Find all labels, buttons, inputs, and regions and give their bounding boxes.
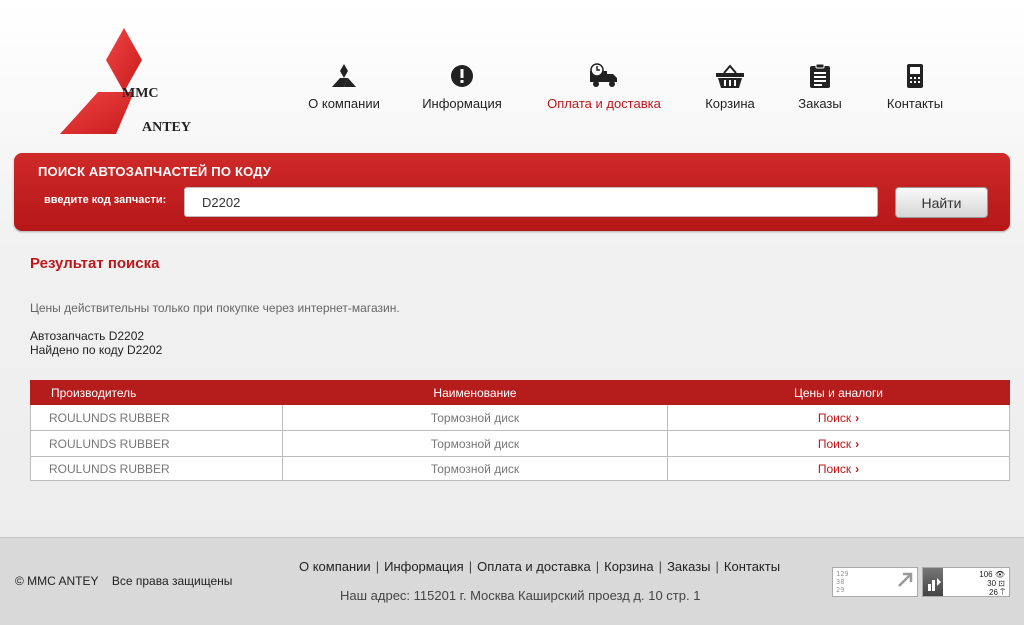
footer-link-company[interactable]: О компании — [299, 559, 371, 574]
nav-item-company[interactable] — [307, 60, 381, 111]
copyright — [15, 574, 242, 588]
footer — [0, 537, 1024, 625]
cell-name: Тормозной диск — [283, 405, 668, 431]
eye-icon: 👁 — [994, 570, 1005, 579]
mitsubishi-icon — [331, 63, 357, 89]
nav-label: Оплата и доставка — [547, 96, 661, 111]
counter-value: 26 — [989, 588, 998, 597]
copyright-text: © MMC ANTEY — [15, 574, 99, 588]
counter-value: 129 — [836, 570, 849, 578]
chevron-right-icon: › — [855, 410, 860, 425]
logo-text-mmc: MMC — [122, 86, 159, 101]
price-note: Цены действительны только при покупке через интернет-магазин. — [30, 301, 400, 315]
arrow-up-right-icon — [896, 571, 914, 589]
nav-label: Корзина — [705, 96, 755, 111]
find-button[interactable]: Найти — [895, 187, 988, 218]
search-title: ПОИСК АВТОЗАПЧАСТЕЙ ПО КОДУ — [38, 164, 272, 179]
cell-name: Тормозной диск — [283, 457, 668, 481]
results-title: Результат поиска — [30, 255, 160, 272]
nav-label: Информация — [422, 96, 502, 111]
stats-values — [979, 570, 1005, 597]
column-header-maker: Производитель — [31, 381, 283, 405]
chevron-right-icon: › — [855, 461, 860, 476]
part-line: Автозапчасть D2202 — [30, 329, 145, 343]
cell-name: Тормозной диск — [283, 431, 668, 457]
separator: | — [658, 559, 663, 574]
part-code-input[interactable] — [184, 187, 878, 217]
nav-item-contacts[interactable] — [884, 60, 946, 111]
search-info — [30, 329, 162, 357]
counter-value: 38 — [836, 578, 845, 586]
counter-value: 30 — [987, 579, 997, 588]
nav-label: Заказы — [798, 96, 842, 111]
separator: | — [468, 559, 473, 574]
nav-item-orders[interactable] — [797, 60, 843, 111]
table-header-row — [31, 381, 1010, 405]
separator: | — [375, 559, 380, 574]
footer-link-orders[interactable]: Заказы — [667, 559, 711, 574]
table-row — [31, 431, 1010, 457]
search-link[interactable]: Поиск › — [817, 410, 860, 425]
search-label: введите код запчасти: — [44, 194, 167, 206]
column-header-prices: Цены и аналоги — [668, 381, 1010, 405]
rights-text: Все права защищены — [111, 574, 233, 588]
mobile-phone-icon — [906, 63, 924, 89]
footer-link-contacts[interactable]: Контакты — [723, 559, 781, 574]
clipboard-icon — [809, 63, 831, 89]
footer-nav — [299, 559, 780, 574]
search-link[interactable]: Поиск › — [817, 461, 860, 476]
logo-text-antey: ANTEY — [142, 120, 192, 135]
table-row — [31, 405, 1010, 431]
basket-icon — [715, 63, 745, 89]
cell-maker: ROULUNDS RUBBER — [31, 457, 283, 481]
chevron-right-icon: › — [855, 436, 860, 451]
stats-counter-widget[interactable] — [922, 567, 1010, 597]
nav-item-cart[interactable] — [704, 60, 756, 111]
counter-value: 106 — [979, 570, 993, 579]
cell-maker: ROULUNDS RUBBER — [31, 405, 283, 431]
cell-action — [668, 431, 1010, 457]
delivery-truck-icon — [589, 63, 619, 89]
results-table — [30, 380, 1010, 481]
nav-item-info[interactable] — [421, 60, 503, 111]
login-icon: ⊡ — [998, 579, 1005, 588]
visit-counter-widget[interactable] — [832, 567, 918, 597]
separator: | — [595, 559, 600, 574]
address: Наш адрес: 115201 г. Москва Каширский проезд д. 10 стр. 1 — [340, 588, 701, 603]
cell-maker: ROULUNDS RUBBER — [31, 431, 283, 457]
column-header-name: Наименование — [283, 381, 668, 405]
nav-label: О компании — [308, 96, 380, 111]
footer-link-info[interactable]: Информация — [384, 559, 464, 574]
found-line: Найдено по коду D2202 — [30, 343, 163, 357]
search-link[interactable]: Поиск › — [817, 436, 860, 451]
search-panel — [14, 153, 1010, 231]
person-icon: ⍑ — [1000, 588, 1005, 597]
cell-action — [668, 457, 1010, 481]
logo[interactable] — [58, 26, 208, 138]
exclamation-icon — [450, 64, 474, 88]
nav-item-delivery[interactable] — [544, 60, 664, 111]
cell-action — [668, 405, 1010, 431]
table-row — [31, 457, 1010, 481]
counter-value: 29 — [836, 586, 845, 594]
nav-label: Контакты — [886, 96, 944, 111]
footer-link-delivery[interactable]: Оплата и доставка — [477, 559, 591, 574]
footer-link-cart[interactable]: Корзина — [604, 559, 654, 574]
separator: | — [715, 559, 719, 574]
bar-chart-icon — [923, 568, 943, 596]
